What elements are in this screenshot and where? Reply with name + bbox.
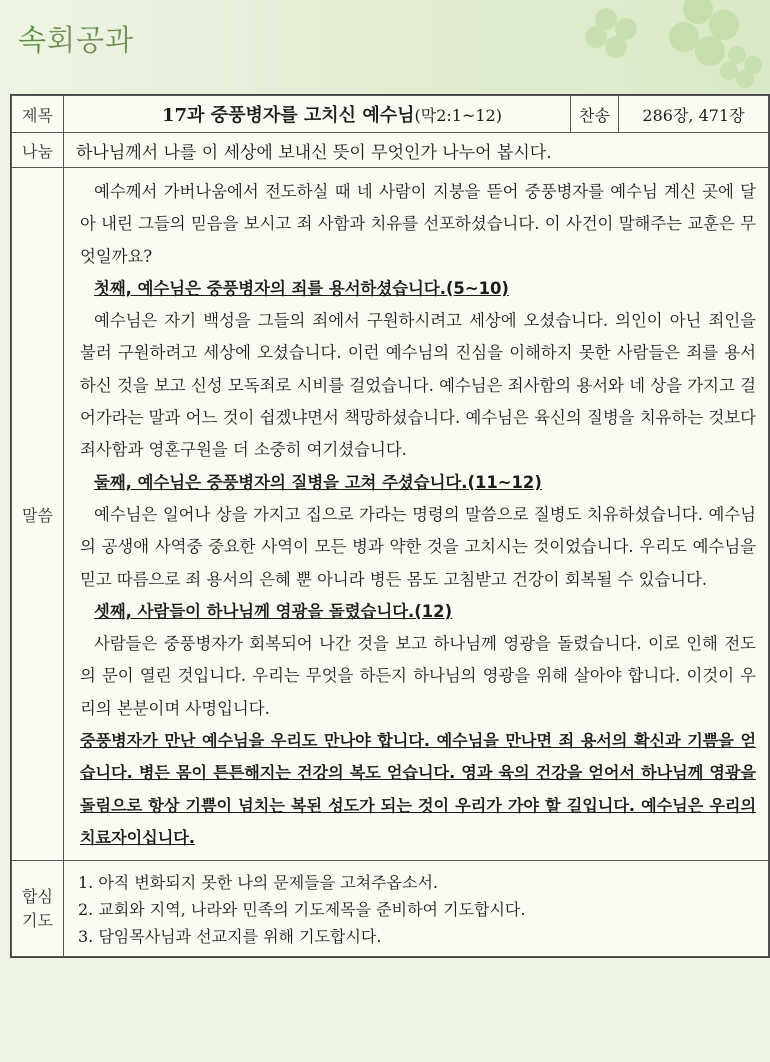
lesson-title (64, 96, 571, 133)
lesson-passage: (막2:1~12) (414, 106, 502, 125)
section-paragraph-2: 예수님은 일어나 상을 가지고 집으로 가라는 명령의 말씀으로 질병도 치유하셨습니다. 예수님의 공생애 사역중 중요한 사역이 모든 병과 약한 것을 고치시는 것이었습니다. 우리도 예수님을 믿고 따름으로 죄 용서의 은혜 뿐 아니라 병든 몸도 고침받고 건강이 회복될 수 있습니다. (80, 504, 756, 589)
prayer-label (12, 861, 64, 957)
summary-paragraph: 중풍병자가 만난 예수님을 우리도 만나야 합니다. 예수님을 만나면 죄 용서의 확신과 기쁨을 얻습니다. 병든 몸이 튼튼해지는 건강의 복도 얻습니다. 영과 육의 건강을 얻어서 하나님께 영광을 돌림으로 항상 기쁨이 넘치는 복된 성도가 되는 것이 우리가 가야 할 길입니다. 예수님은 우리의 치료자이십니다. (80, 731, 756, 847)
prayer-label-line-1: 합심 (22, 886, 53, 906)
share-text: 하나님께서 나를 이 세상에 보내신 뜻이 무엇인가 나누어 봅시다. (64, 133, 769, 168)
share-label: 나눔 (12, 133, 64, 168)
prayer-item: 1. 아직 변화되지 못한 나의 문제들을 고쳐주옵소서. (78, 873, 438, 893)
word-label: 말씀 (12, 168, 64, 861)
share-row (12, 133, 769, 168)
prayer-list (64, 861, 769, 957)
lesson-title-text: 17과 중풍병자를 고치신 예수님 (162, 105, 415, 126)
clover-decoration (585, 8, 645, 68)
intro-paragraph: 예수께서 가버나움에서 전도하실 때 네 사람이 지붕을 뜯어 중풍병자를 예수님 계신 곳에 달아 내린 그들의 믿음을 보시고 죄 사함과 치유를 선포하셨습니다. 이 사건이 말해주는 교훈은 무엇일까요? (80, 182, 756, 266)
lesson-sheet (10, 94, 770, 958)
section-heading-3: 셋째, 사람들이 하나님께 영광을 돌렸습니다.(12) (94, 601, 453, 621)
word-row (12, 168, 769, 861)
prayer-label-line-2: 기도 (22, 910, 53, 930)
section-heading-1: 첫째, 예수님은 중풍병자의 죄를 용서하셨습니다.(5~10) (94, 278, 509, 298)
page-header-title: 속회공과 (18, 23, 135, 57)
section-paragraph-1: 예수님은 자기 백성을 그들의 죄에서 구원하시려고 세상에 오셨습니다. 의인이 아닌 죄인을 불러 구원하려고 세상에 오셨습니다. 이런 예수님의 진심을 이해하지 못한 사람들은 죄를 용서하신 것을 보고 신성 모독죄로 시비를 걸었습니다. 예수님은 죄사함의 용서와 네 상을 가지고 걸어가라는 말과 어느 것이 쉽겠냐면서 책망하셨습니다. 예수님은 육신의 질병을 치유하는 것보다 죄사함과 영혼구원을 더 소중히 여기셨습니다. (80, 311, 756, 460)
hymn-label: 찬송 (571, 96, 619, 133)
prayer-item: 2. 교회와 지역, 나라와 민족의 기도제목을 준비하여 기도합시다. (78, 900, 526, 920)
section-paragraph-3: 사람들은 중풍병자가 회복되어 나간 것을 보고 하나님께 영광을 돌렸습니다. 이로 인해 전도의 문이 열린 것입니다. 우리는 무엇을 하든지 하나님의 영광을 위해 살아야 합니다. 이것이 우리의 본분이며 사명입니다. (80, 634, 756, 718)
section-heading-2: 둘째, 예수님은 중풍병자의 질병을 고쳐 주셨습니다.(11~12) (94, 472, 542, 492)
title-row (12, 96, 769, 133)
clover-decoration (720, 46, 770, 96)
hymn-value: 286장, 471장 (619, 96, 769, 133)
prayer-row (12, 861, 769, 957)
lesson-table (11, 95, 769, 957)
word-body (64, 168, 769, 861)
title-label: 제목 (12, 96, 64, 133)
prayer-item: 3. 담임목사님과 선교지를 위해 기도합시다. (78, 927, 382, 947)
